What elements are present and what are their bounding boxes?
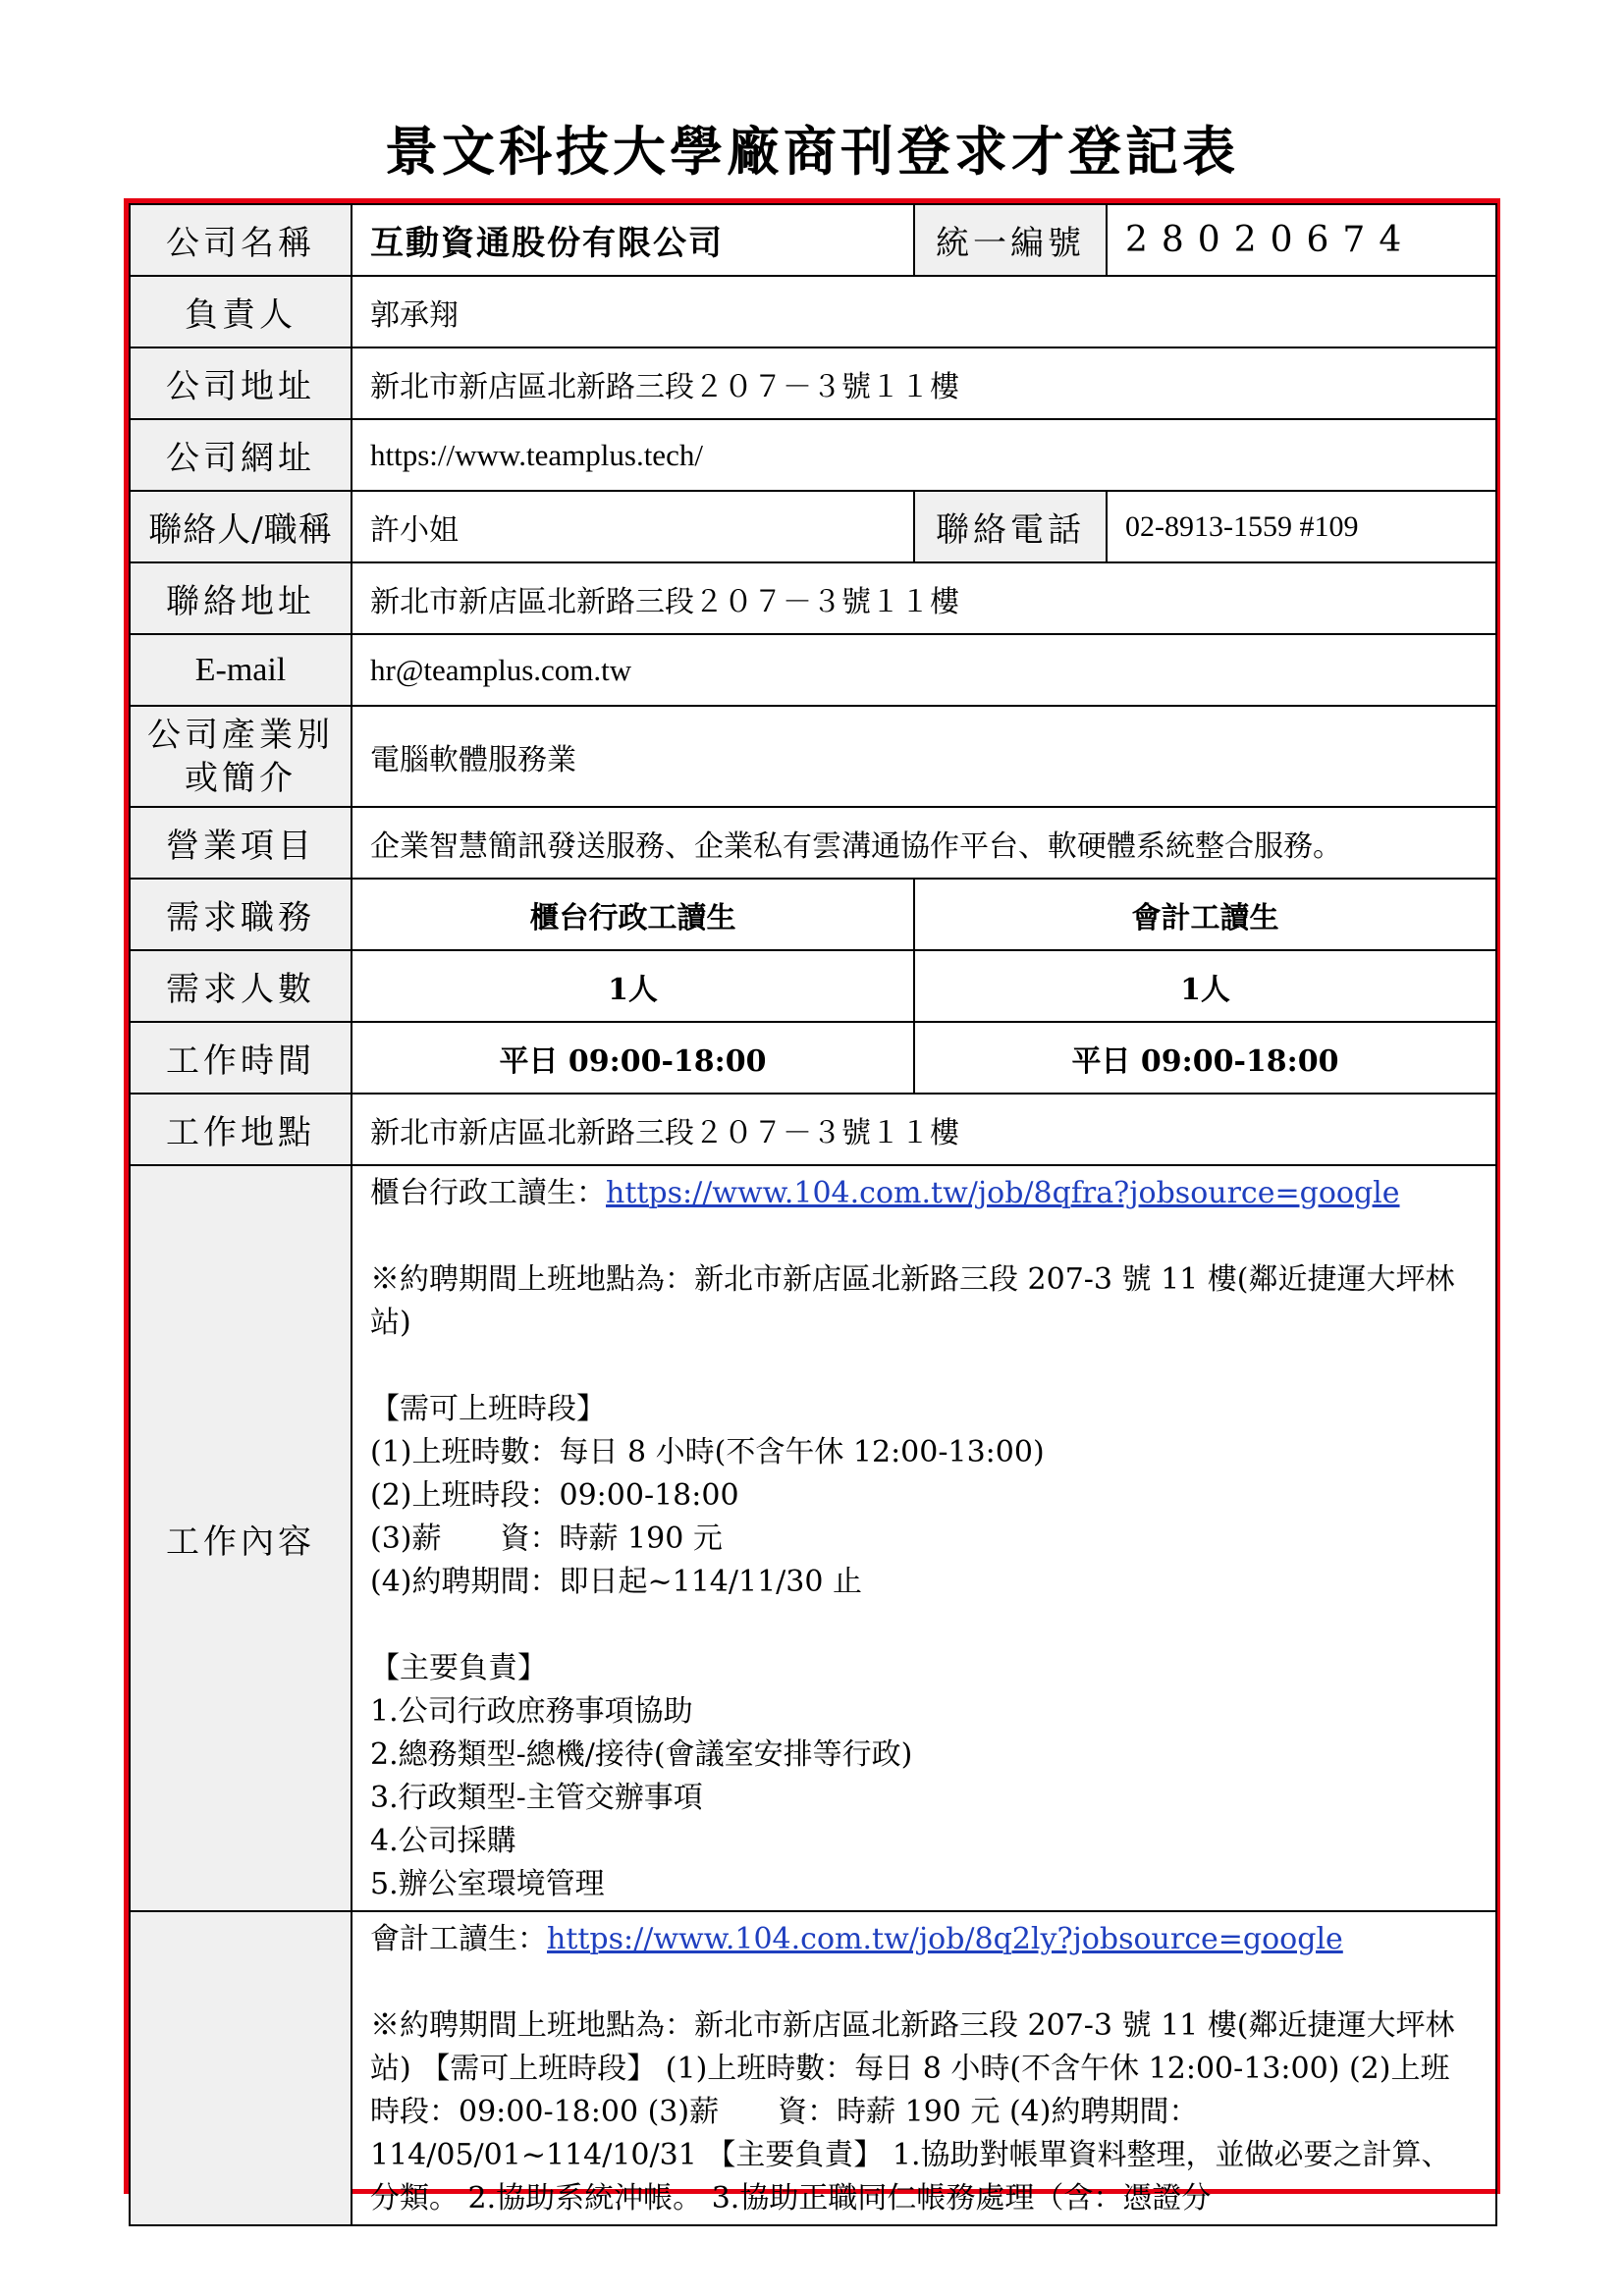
job1-schedule-header: 【需可上班時段】: [370, 1392, 606, 1426]
form-frame: [124, 198, 1500, 2216]
industry-label-line-1: 公司產業別: [147, 715, 334, 755]
registration-table: [129, 203, 1497, 2226]
phone-label: 聯絡電話: [914, 491, 1107, 562]
headcount-2: 1人: [914, 950, 1496, 1022]
job1-content: [352, 1165, 1496, 1911]
job1-duty-2: 2.總務類型-總機/接待(會議室安排等行政): [370, 1737, 913, 1772]
headcount-label: 需求人數: [130, 950, 352, 1022]
row-job1-content: [130, 1165, 1496, 1911]
job2-body: ※約聘期間上班地點為：新北市新店區北新路三段 207-3 號 11 樓(鄰近捷運大坪林站) 【需可上班時段】 (1)上班時數：每日 8 小時(不含午休 12:00-13:00) (2)上班時段：09:00-18:00 (3)薪 資：時薪 190 元 (4)約聘期間：114/05/01~114/10/31 【主要負責】 1.協助對帳單資料整理，並做必要之計算、分類。 2.協助系統沖帳。 3.協助正職同仁帳務處理（含：憑證分: [370, 2008, 1455, 2216]
website-label: 公司網址: [130, 419, 352, 491]
website-value: https://www.teamplus.tech/: [352, 419, 1496, 491]
job1-schedule-1: (1)上班時數：每日 8 小時(不含午休 12:00-13:00): [370, 1435, 1045, 1469]
address-label: 公司地址: [130, 347, 352, 419]
row-website: [130, 419, 1496, 491]
job1-duty-4: 4.公司採購: [370, 1824, 516, 1858]
business-label: 營業項目: [130, 807, 352, 879]
owner-value: 郭承翔: [352, 276, 1496, 347]
row-contact-address: [130, 562, 1496, 634]
email-label: E-mail: [130, 634, 352, 706]
form-title: 景文科技大學廠商刊登求才登記表: [385, 120, 1239, 183]
email-value: hr@teamplus.com.tw: [352, 634, 1496, 706]
job2-content: [352, 1911, 1496, 2225]
row-business: [130, 807, 1496, 879]
tax-id-value: 28020674: [1107, 204, 1496, 276]
hours-1: 平日 09:00-18:00: [352, 1022, 914, 1094]
phone-value: 02-8913-1559 #109: [1107, 491, 1496, 562]
job1-note: ※約聘期間上班地點為：新北市新店區北新路三段 207-3 號 11 樓(鄰近捷運大坪林站): [370, 1262, 1455, 1340]
job2-link[interactable]: https://www.104.com.tw/job/8q2ly?jobsource=google: [547, 1922, 1343, 1956]
hours-label: 工作時間: [130, 1022, 352, 1094]
content-label: 工作內容: [130, 1165, 352, 1911]
job1-duty-3: 3.行政類型-主管交辦事項: [370, 1781, 703, 1815]
job2-label-cell: [130, 1911, 352, 2225]
row-hours: [130, 1022, 1496, 1094]
industry-value: 電腦軟體服務業: [352, 706, 1496, 807]
job2-prefix: 會計工讀生：: [370, 1922, 547, 1956]
tax-id-label: 統一編號: [914, 204, 1107, 276]
row-location: [130, 1094, 1496, 1165]
location-value: 新北市新店區北新路三段２０７－３號１１樓: [352, 1094, 1496, 1165]
positions-label: 需求職務: [130, 879, 352, 950]
contact-label: 聯絡人/職稱: [130, 491, 352, 562]
job1-schedule-3: (3)薪 資：時薪 190 元: [370, 1522, 723, 1556]
row-owner: [130, 276, 1496, 347]
row-email: [130, 634, 1496, 706]
address-value: 新北市新店區北新路三段２０７－３號１１樓: [352, 347, 1496, 419]
job1-schedule-2: (2)上班時段：09:00-18:00: [370, 1478, 739, 1513]
company-name-label: 公司名稱: [130, 204, 352, 276]
hours-2: 平日 09:00-18:00: [914, 1022, 1496, 1094]
job1-link-line: [370, 1172, 1478, 1215]
job1-duty-1: 1.公司行政庶務事項協助: [370, 1694, 693, 1729]
row-job2-content: [130, 1911, 1496, 2225]
job1-duties-header: 【主要負責】: [370, 1651, 547, 1685]
industry-label-line-2: 或簡介: [185, 758, 297, 798]
contact-address-label: 聯絡地址: [130, 562, 352, 634]
business-value: 企業智慧簡訊發送服務、企業私有雲溝通協作平台、軟硬體系統整合服務。: [352, 807, 1496, 879]
row-headcount: [130, 950, 1496, 1022]
industry-label: [130, 706, 352, 807]
owner-label: 負責人: [130, 276, 352, 347]
headcount-1: 1人: [352, 950, 914, 1022]
position-1: 櫃台行政工讀生: [352, 879, 914, 950]
job2-link-line: [370, 1918, 1478, 1961]
contact-value: 許小姐: [352, 491, 914, 562]
job1-schedule-4: (4)約聘期間：即日起~114/11/30 止: [370, 1565, 862, 1599]
row-industry: [130, 706, 1496, 807]
job1-duty-5: 5.辦公室環境管理: [370, 1867, 605, 1901]
contact-address-value: 新北市新店區北新路三段２０７－３號１１樓: [352, 562, 1496, 634]
row-positions: [130, 879, 1496, 950]
job1-link[interactable]: https://www.104.com.tw/job/8qfra?jobsource=google: [606, 1176, 1400, 1210]
company-name-value: 互動資通股份有限公司: [352, 204, 914, 276]
row-address: [130, 347, 1496, 419]
row-contact: [130, 491, 1496, 562]
position-2: 會計工讀生: [914, 879, 1496, 950]
row-company-name: [130, 204, 1496, 276]
location-label: 工作地點: [130, 1094, 352, 1165]
job1-prefix: 櫃台行政工讀生：: [370, 1176, 606, 1210]
